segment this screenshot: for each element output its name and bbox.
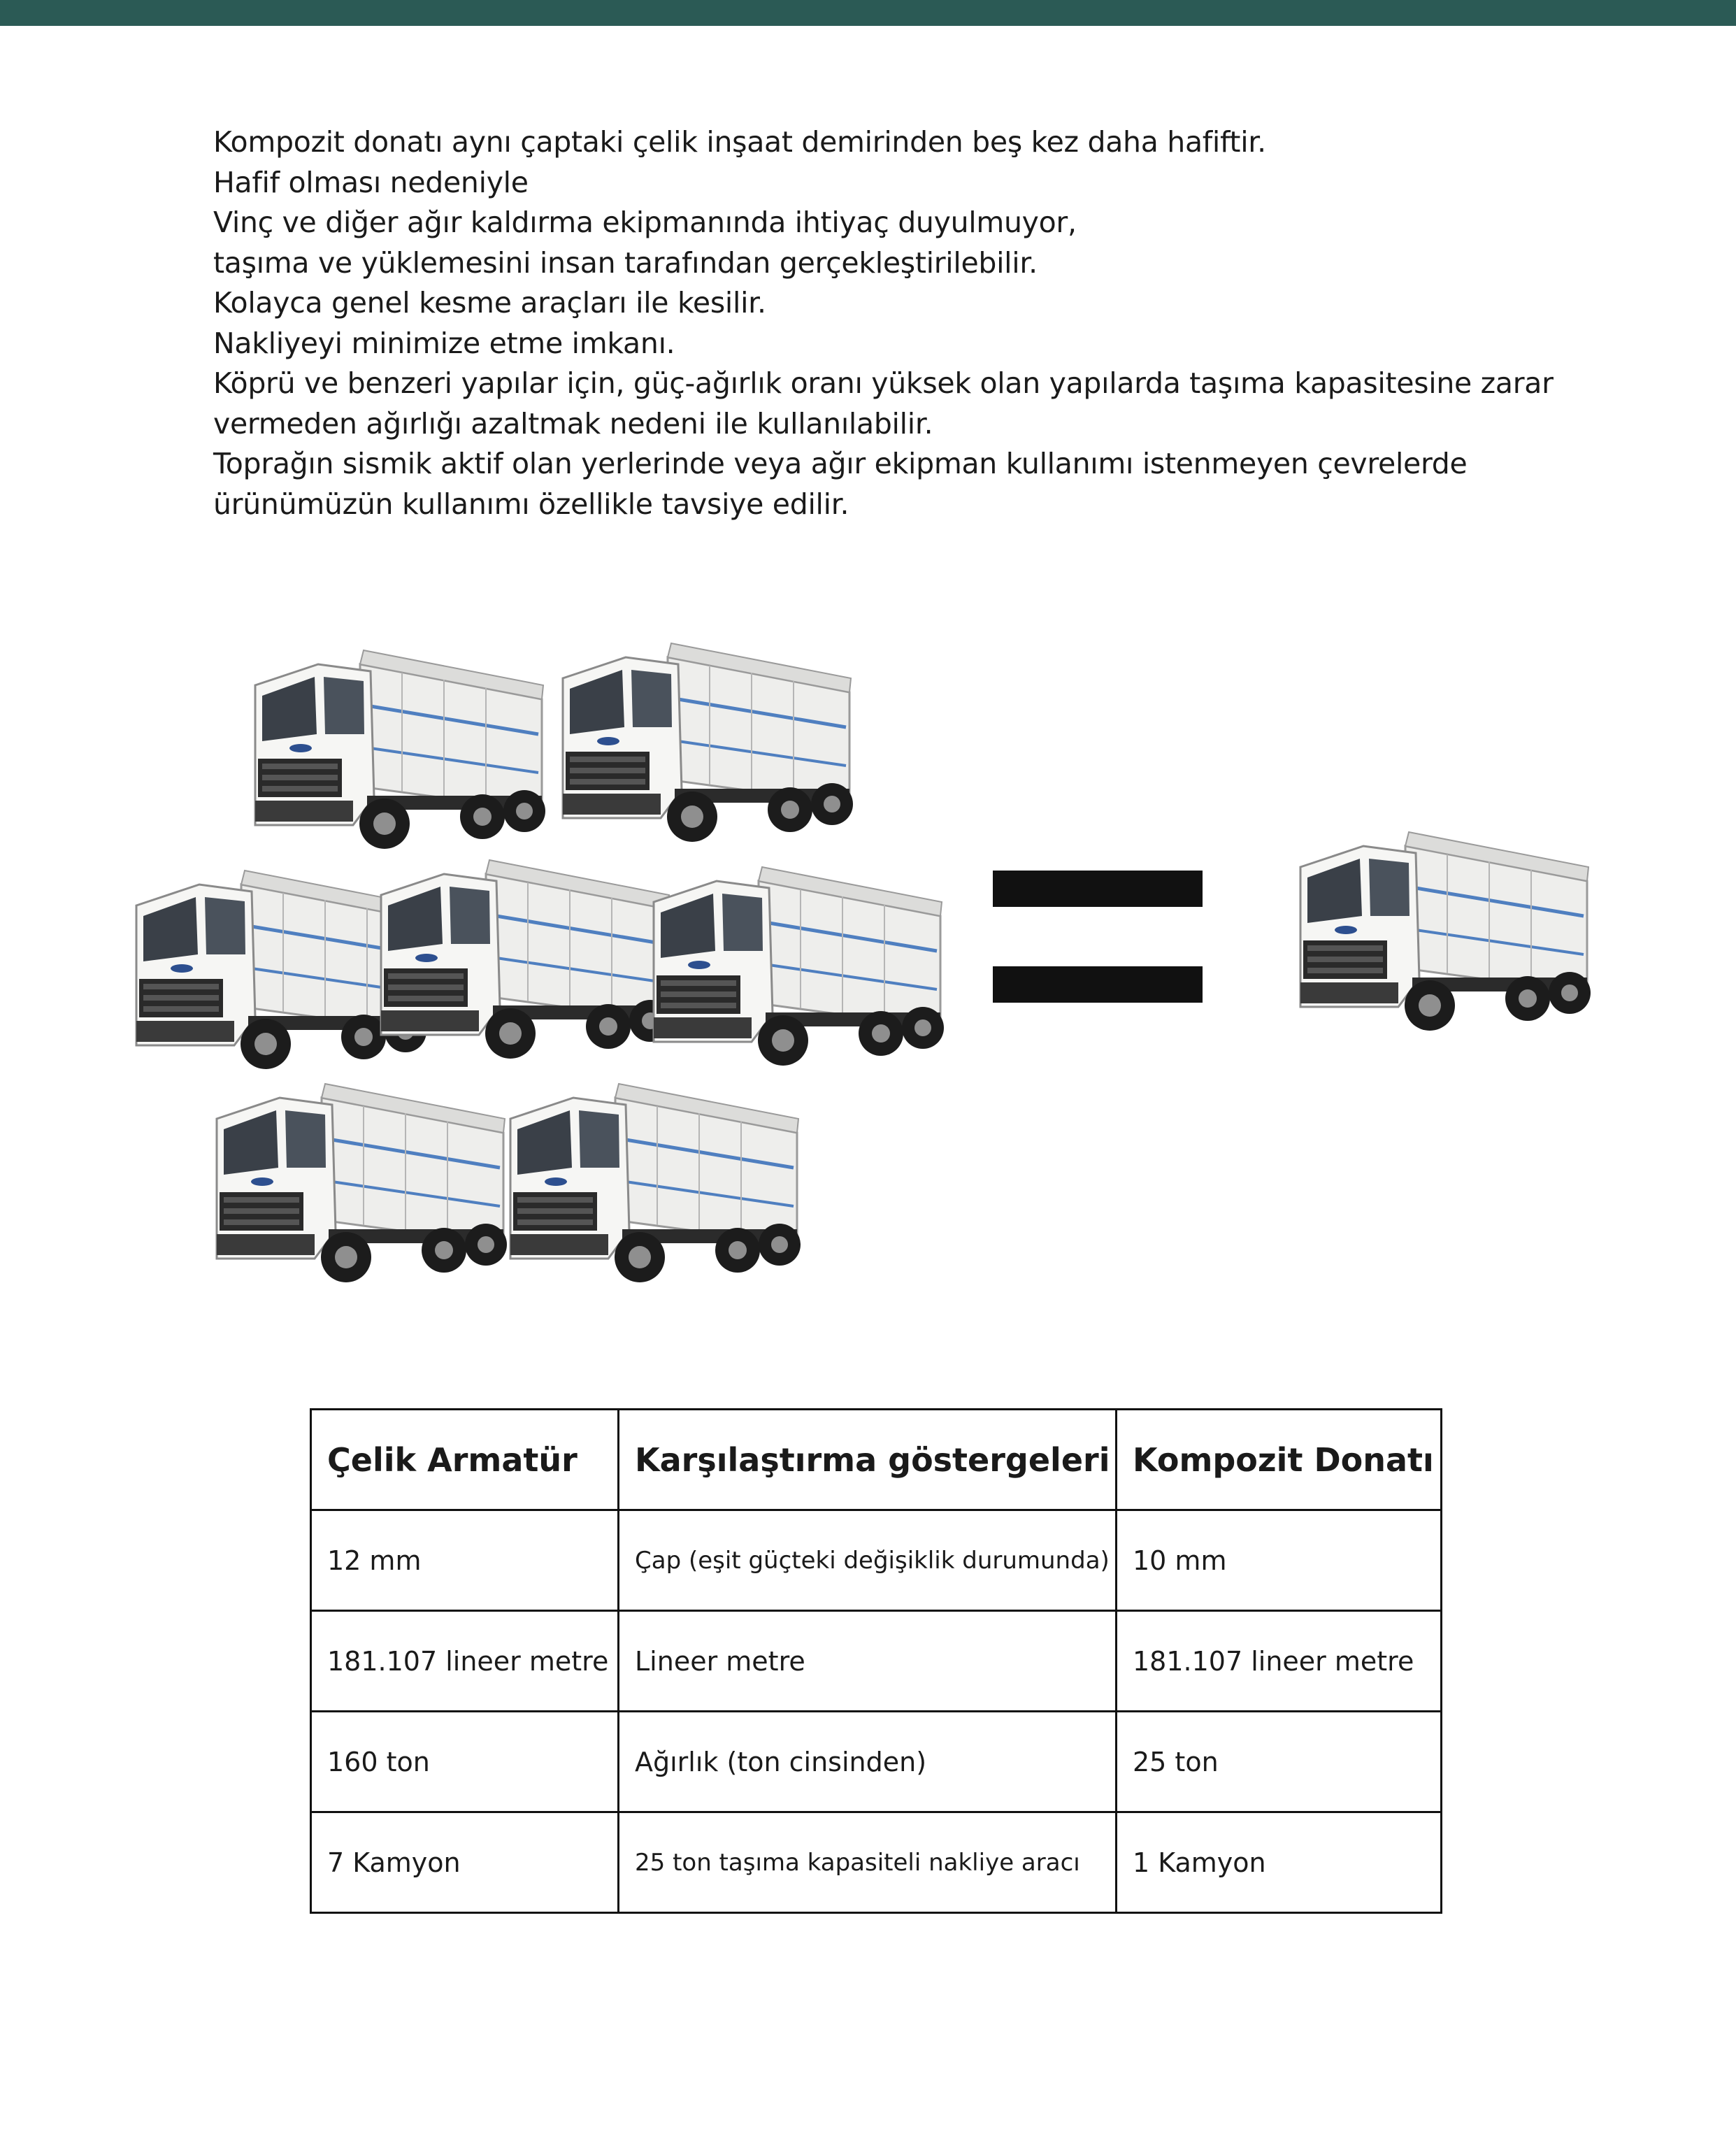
intro-line: Nakliyeyi minimize etme imkanı. [213,326,675,360]
composite-cell: 181.107 lineer metre [1117,1611,1442,1712]
composite-cell: 1 Kamyon [1117,1812,1442,1913]
truck-comparison-illustration [0,629,1736,1329]
truck-icon [549,629,863,846]
table-row [311,1611,1442,1712]
truck-icon [496,1070,811,1287]
intro-line: taşıma ve yüklemesini insan tarafından gerçekleştirilebilir. [213,245,1038,280]
truck-icon [203,1070,517,1287]
intro-line: Kolayca genel kesme araçları ile kesilir. [213,286,766,320]
indicator-cell: 25 ton taşıma kapasiteli nakliye aracı [619,1812,1117,1913]
steel-cell: 12 mm [311,1510,619,1611]
intro-line: Toprağın sismik aktif olan yerlerinde veya ağır ekipman kullanımı istenmeyen çevrelerde [213,447,1468,480]
header-composite: Kompozit Donatı [1117,1410,1442,1510]
top-accent-bar [0,0,1736,26]
intro-text [213,122,1584,524]
intro-line: Köprü ve benzeri yapılar için, güç-ağırlık oranı yüksek olan yapılarda taşıma kapasitesine zarar [213,366,1554,400]
header-indicators: Karşılaştırma göstergeleri [619,1410,1117,1510]
composite-cell: 25 ton [1117,1712,1442,1812]
table-row [311,1812,1442,1913]
steel-cell: 7 Kamyon [311,1812,619,1913]
intro-line: Hafif olması nedeniyle [213,165,529,199]
truck-icon [241,636,556,853]
intro-line: Kompozit donatı aynı çaptaki çelik inşaat demirinden beş kez daha hafiftir. [213,125,1266,159]
steel-cell: 181.107 lineer metre [311,1611,619,1712]
indicator-cell: Lineer metre [619,1611,1117,1712]
truck-icon [367,846,682,1063]
indicator-cell: Çap (eşit güçteki değişiklik durumunda) [619,1510,1117,1611]
steel-cell: 160 ton [311,1712,619,1812]
equals-sign-bottom-bar [993,966,1203,1003]
header-steel: Çelik Armatür [311,1410,619,1510]
intro-line: Vinç ve diğer ağır kaldırma ekipmanında ihtiyaç duyulmuyor, [213,206,1077,239]
truck-icon [640,853,954,1070]
table-header-row [311,1410,1442,1510]
comparison-table [310,1408,1442,1914]
intro-line: vermeden ağırlığı azaltmak nedeni ile kullanılabilir. [213,406,933,441]
composite-cell: 10 mm [1117,1510,1442,1611]
table-row [311,1510,1442,1611]
truck-icon [1286,818,1601,1035]
table-row [311,1712,1442,1812]
indicator-cell: Ağırlık (ton cinsinden) [619,1712,1117,1812]
intro-line: ürünümüzün kullanımı özellikle tavsiye edilir. [213,487,849,521]
equals-sign-top-bar [993,871,1203,907]
